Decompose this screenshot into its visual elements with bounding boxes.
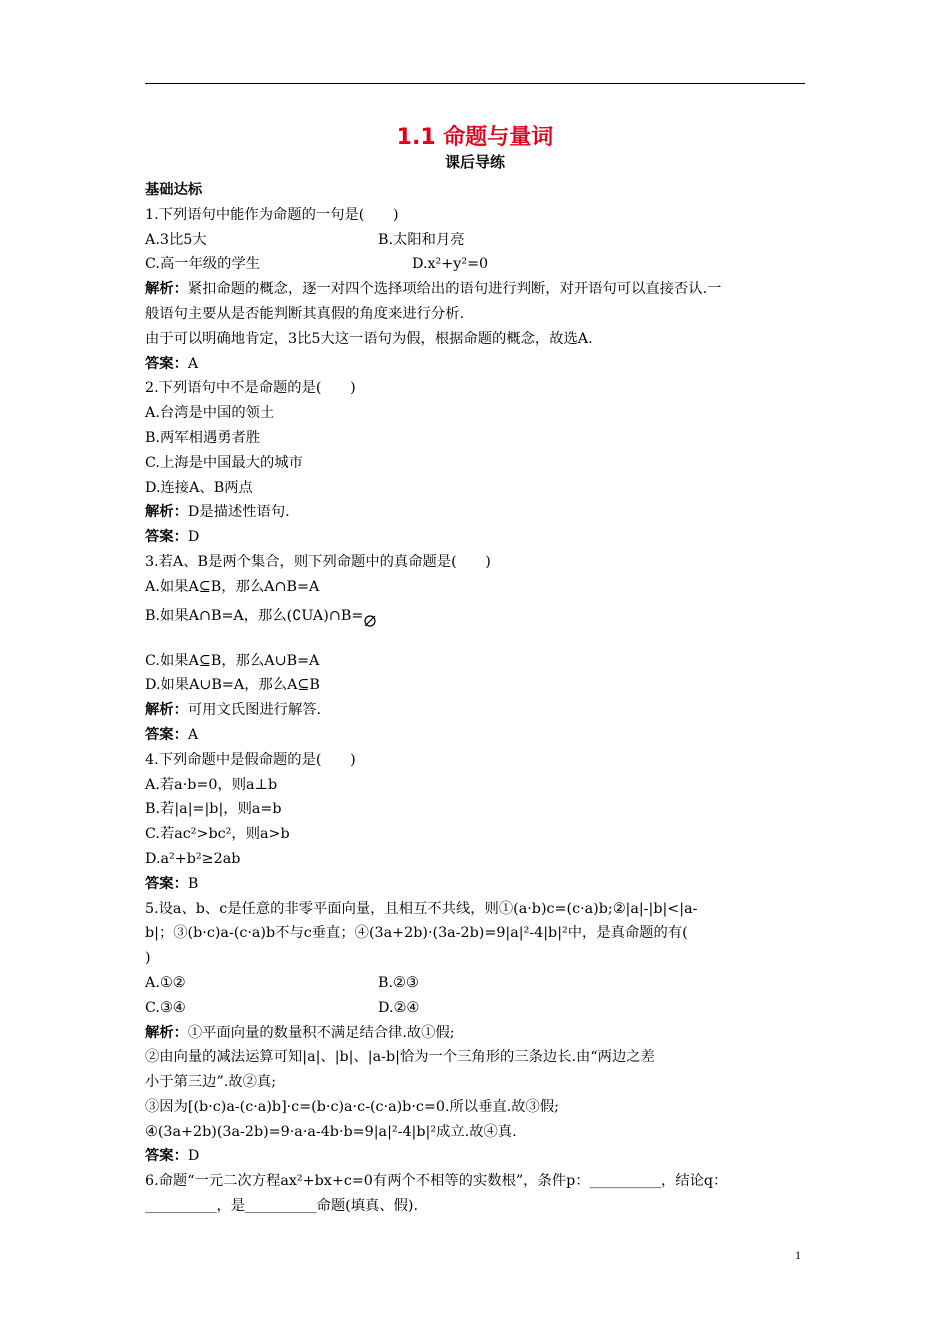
q2-stem: 2.下列语句中不是命题的是( ): [145, 380, 356, 397]
q1-options-row-1: [145, 228, 807, 253]
q1-option-a: A.3比5大: [145, 231, 207, 248]
q4-option-d: D.a²+b²≥2ab: [145, 850, 241, 867]
q5-analysis-line-4: ③因为[(b·c)a-(c·a)b]·c=(b·c)a·c-(c·a)b·c=0.所以垂直.故③假;: [145, 1098, 559, 1115]
q1-options-row-2: [145, 252, 807, 277]
q3-answer: [145, 723, 807, 748]
q3-option-b-row: [145, 600, 807, 649]
q5-analysis-line-2: ②由向量的减法运算可知|a|、|b|、|a-b|恰为一个三角形的三条边长.由“两边之差: [145, 1049, 655, 1066]
q3-option-a: A.如果A⊆B，那么A∩B=A: [145, 578, 320, 595]
q5-option-b: B.②③: [378, 974, 419, 991]
q1-option-c: C.高一年级的学生: [145, 256, 261, 273]
document-body: [145, 178, 807, 1219]
q1-answer-value: A: [187, 355, 199, 372]
q1-option-d: D.x²+y²=0: [412, 256, 489, 273]
q4-answer: [145, 872, 807, 897]
q1-analysis-line-1: [145, 277, 807, 302]
q4-option-a: A.若a·b=0，则a⊥b: [145, 776, 278, 793]
q4-option-c: C.若ac²>bc²，则a>b: [145, 826, 290, 843]
q5-options-row-2: [145, 996, 807, 1021]
q2-answer: [145, 525, 807, 550]
q2-option-d: D.连接A、B两点: [145, 479, 253, 496]
q3-option-d: D.如果A∪B=A，那么A⊆B: [145, 677, 320, 694]
q5-stem-line-1: 5.设a、b、c是任意的非零平面向量，且相互不共线，则①(a·b)c=(c·a)b;②|a|-|b|<|a-: [145, 900, 698, 917]
q3-stem: 3.若A、B是两个集合，则下列命题中的真命题是( ): [145, 553, 491, 570]
q3-option-c: C.如果A⊆B，那么A∪B=A: [145, 652, 320, 669]
q3-analysis: [145, 698, 807, 723]
q2-option-c: C.上海是中国最大的城市: [145, 454, 303, 471]
q2-analysis: [145, 500, 807, 525]
q5-option-a: A.①②: [145, 974, 186, 991]
q5-analysis-line-3: 小于第三边”.故②真;: [145, 1074, 277, 1091]
q5-answer-label: 答案：: [145, 1148, 188, 1165]
q5-stem-line-2: b|；③(b·c)a-(c·a)b不与c垂直；④(3a+2b)·(3a-2b)=9|a|²-4|b|²中，是真命题的有(: [145, 925, 688, 942]
q3-analysis-text: 可用文氏图进行解答.: [187, 702, 322, 719]
q5-analysis-line-1: [145, 1021, 807, 1046]
q5-answer: [145, 1144, 807, 1169]
header-rule: [145, 83, 805, 84]
q1-analysis-line-2: 般语句主要从是否能判断其真假的角度来进行分析.: [145, 305, 465, 322]
q5-analysis-line-5: ④(3a+2b)(3a-2b)=9·a·a-4b·b=9|a|²-4|b|²成立.故④真.: [145, 1123, 517, 1140]
q5-option-c: C.③④: [145, 999, 186, 1016]
q4-stem: 4.下列命题中是假命题的是( ): [145, 751, 356, 768]
q6-stem-line-1: 6.命题“一元二次方程ax²+bx+c=0有两个不相等的实数根”，条件p：__________，结论q：: [145, 1173, 728, 1190]
q3-option-b: B.如果A∩B=A，那么(∁UA)∩B=: [145, 607, 364, 624]
q5-analysis-text-1: ①平面向量的数量积不满足结合律.故①假;: [187, 1024, 455, 1041]
q5-answer-value: D: [187, 1148, 200, 1165]
q2-analysis-label: 解析：: [145, 504, 188, 521]
page-subtitle: 课后导练: [444, 153, 505, 171]
q3-answer-label: 答案：: [145, 726, 188, 743]
q5-options-row-1: [145, 971, 807, 996]
q1-answer: [145, 352, 807, 377]
q1-answer-label: 答案：: [145, 355, 188, 372]
q1-stem: 1.下列语句中能作为命题的一句是( ): [145, 206, 399, 223]
q1-analysis-label: 解析：: [145, 281, 188, 298]
page-title: 1.1 命题与量词: [396, 125, 554, 150]
q3-analysis-label: 解析：: [145, 702, 188, 719]
q2-analysis-text: D是描述性语句.: [187, 504, 290, 521]
q2-option-a: A.台湾是中国的领土: [145, 405, 275, 422]
section-heading: 基础达标: [145, 182, 203, 198]
q5-stem-line-3: ): [145, 950, 151, 967]
q5-analysis-label: 解析：: [145, 1024, 188, 1041]
q1-analysis-text-1: 紧扣命题的概念，逐一对四个选择项给出的语句进行判断，对开语句可以直接否认.一: [187, 281, 722, 298]
q4-answer-label: 答案：: [145, 875, 188, 892]
q2-option-b: B.两军相遇勇者胜: [145, 429, 261, 446]
page-number: 1: [795, 1248, 801, 1262]
q1-analysis-line-3: 由于可以明确地肯定，3比5大这一语句为假，根据命题的概念，故选A.: [145, 330, 593, 347]
q3-answer-value: A: [187, 726, 199, 743]
q2-answer-value: D: [187, 529, 200, 546]
q5-option-d: D.②④: [378, 999, 420, 1016]
q4-answer-value: B: [187, 875, 199, 892]
empty-set-icon: [363, 608, 377, 640]
q1-option-b: B.太阳和月亮: [378, 231, 465, 248]
q6-stem-line-2: __________，是__________命题(填真、假).: [145, 1198, 419, 1215]
q2-answer-label: 答案：: [145, 529, 188, 546]
q4-option-b: B.若|a|=|b|，则a=b: [145, 801, 282, 818]
